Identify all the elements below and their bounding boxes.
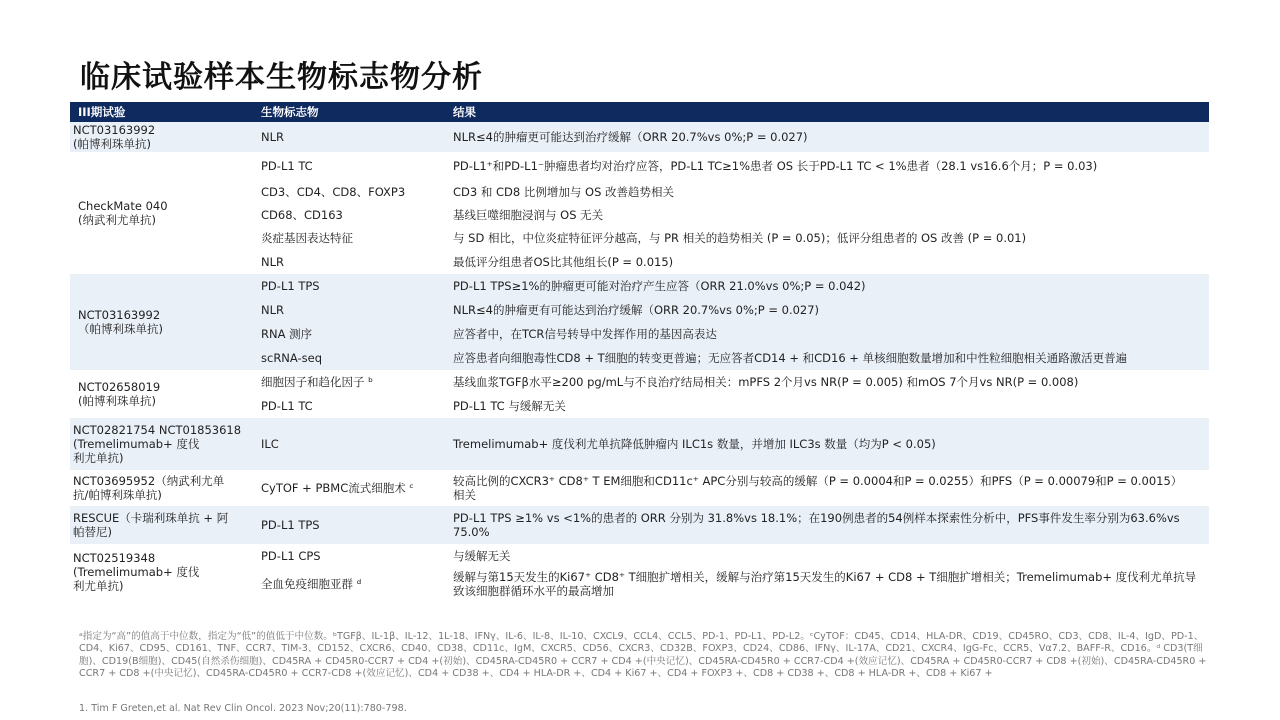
result-cell: 应答患者向细胞毒性CD8 + T细胞的转变更普遍；无应答者CD14 + 和CD16 + 单核细胞数量增加和中性粒细胞相关通路激活更普遍 [445, 346, 1209, 370]
result-cell: PD-L1⁺和PD-L1⁻肿瘤患者均对治疗应答，PD-L1 TC≥1%患者 OS 长于PD-L1 TC < 1%患者（28.1 vs16.6个月；P = 0.03) [445, 152, 1209, 180]
result-cell: 较高比例的CXCR3⁺ CD8⁺ T EM细胞和CD11c⁺ APC分别与较高的缓解（P = 0.0004和P = 0.0255）和PFS（P = 0.00079和P = 0.0015） 相关 [445, 470, 1209, 506]
result-cell: 应答者中，在TCR信号转导中发挥作用的基因高表达 [445, 322, 1209, 346]
header-biomarker: 生物标志物 [253, 102, 445, 122]
result-cell: 缓解与第15天发生的Ki67⁺ CD8⁺ T细胞扩增相关，缓解与治疗第15天发生的Ki67 + CD8 + T细胞扩增相关；Tremelimumab+ 度伐利尤单抗导 致该细胞群循环水平的最高增加 [445, 568, 1209, 600]
result-cell: 与 SD 相比，中位炎症特征评分越高，与 PR 相关的趋势相关 (P = 0.05)；低评分组患者的 OS 改善 (P = 0.01) [445, 226, 1209, 250]
result-cell: PD-L1 TPS ≥1% vs <1%的患者的 ORR 分别为 31.8%vs 18.1%；在190例患者的54例样本探索性分析中，PFS事件发生率分别为63.6%vs 75.0% [445, 506, 1209, 544]
biomarker-cell: CD68、CD163 [253, 203, 445, 226]
biomarker-cell: CyTOF + PBMC流式细胞术 ᶜ [253, 470, 445, 506]
biomarker-cell: PD-L1 TPS [253, 274, 445, 298]
table-header-row [70, 102, 1209, 122]
biomarker-cell: RNA 测序 [253, 322, 445, 346]
result-cell: 基线血浆TGFβ水平≥200 pg/mL与不良治疗结局相关：mPFS 2个月vs NR(P = 0.005) 和mOS 7个月vs NR(P = 0.008) [445, 370, 1209, 394]
biomarker-cell: 细胞因子和趋化因子 ᵇ [253, 370, 445, 394]
header-trial: III期试验 [70, 102, 253, 122]
trial-cell: CheckMate 040 (纳武利尤单抗) [70, 152, 253, 274]
trial-cell: NCT03163992 (帕博利珠单抗) [70, 122, 253, 152]
result-cell: PD-L1 TC 与缓解无关 [445, 394, 1209, 418]
table-row [70, 418, 1209, 470]
biomarker-cell: NLR [253, 250, 445, 274]
result-cell: CD3 和 CD8 比例增加与 OS 改善趋势相关 [445, 180, 1209, 203]
result-cell: 基线巨噬细胞浸润与 OS 无关 [445, 203, 1209, 226]
biomarker-cell: PD-L1 TC [253, 394, 445, 418]
biomarker-cell: 炎症基因表达特征 [253, 226, 445, 250]
trial-cell: NCT02658019 (帕博利珠单抗) [70, 370, 253, 418]
table-row [70, 274, 1209, 298]
result-cell: Tremelimumab+ 度伐利尤单抗降低肿瘤内 ILC1s 数量，并增加 ILC3s 数量（均为P < 0.05) [445, 418, 1209, 470]
result-cell: 最低评分组患者OS比其他组长(P = 0.015) [445, 250, 1209, 274]
biomarker-cell: NLR [253, 298, 445, 322]
page-title: 临床试验样本生物标志物分析 [80, 60, 483, 95]
table-row [70, 152, 1209, 180]
trial-cell: RESCUE（卡瑞利珠单抗 + 阿 帕替尼) [70, 506, 253, 544]
trial-cell: NCT03163992 （帕博利珠单抗) [70, 274, 253, 370]
trial-cell: NCT03695952（纳武利尤单 抗/帕博利珠单抗) [70, 470, 253, 506]
biomarker-cell: NLR [253, 122, 445, 152]
biomarker-cell: ILC [253, 418, 445, 470]
header-result: 结果 [445, 102, 1209, 122]
trial-cell: NCT02821754 NCT01853618 (Tremelimumab+ 度伐 利尤单抗) [70, 418, 253, 470]
result-cell: PD-L1 TPS≥1%的肿瘤更可能对治疗产生应答（ORR 21.0%vs 0%;P = 0.042) [445, 274, 1209, 298]
result-cell: 与缓解无关 [445, 544, 1209, 568]
table-row [70, 470, 1209, 506]
table-row [70, 122, 1209, 152]
biomarker-cell: 全血免疫细胞亚群 ᵈ [253, 568, 445, 600]
trial-cell: NCT02519348 (Tremelimumab+ 度伐 利尤单抗) [70, 544, 253, 600]
biomarker-cell: CD3、CD4、CD8、FOXP3 [253, 180, 445, 203]
biomarker-table [70, 102, 1209, 600]
biomarker-cell: PD-L1 CPS [253, 544, 445, 568]
result-cell: NLR≤4的肿瘤更可能达到治疗缓解（ORR 20.7%vs 0%;P = 0.027) [445, 122, 1209, 152]
result-cell: NLR≤4的肿瘤更有可能达到治疗缓解（ORR 20.7%vs 0%;P = 0.027) [445, 298, 1209, 322]
reference: 1. Tim F Greten,et al. Nat Rev Clin Oncol. 2023 Nov;20(11):780-798. [79, 703, 407, 714]
biomarker-cell: scRNA-seq [253, 346, 445, 370]
table-row [70, 544, 1209, 568]
footnote: ᵃ指定为“高”的值高于中位数，指定为“低”的值低于中位数。ᵇTGFβ、IL-1β、IL-12、1L-18、IFNγ、IL-6、IL-8、IL-10、CXCL9、CCL4、CCL5、PD-1、PD-L1、PD-L2。ᶜCyTOF：CD45、CD14、HLA-DR、CD19、CD45RO、CD3、CD8、IL-4、IgD、PD-1、CD4、Ki67、CD95、CD161、TNF、CCR7、TIM-3、CD152、CXCR6、CD40、CD38、CD11c、IgM、CXCR5、CD56、CXCR3、CD32B、FOXP3、CD24、CD86、IFNγ、IL-17A、CD21、CXCR4、IgG-Fc、CCR5、Vα7.2、BAFF-R、CD16。ᵈ CD3(T细胞)、CD19(B细胞)、CD45(自然杀伤细胞)、CD45RA + CD45R0-CCR7 + CD4 +(初始)、CD45RA-CD45R0 + CCR7 + CD4 +(中央记忆)、CD45RA-CD45R0 + CCR7-CD4 +(效应记忆)、CD45RA + CD45R0-CCR7 + CD8 +(初始)、CD45RA-CD45R0 + CCR7 + CD8 +(中央记忆)、CD45RA-CD45R0 + CCR7-CD8 +(效应记忆)、CD4 + CD38 +、CD4 + HLA-DR +、CD4 + Ki67 +、CD4 + FOXP3 +、CD8 + CD38 +、CD8 + HLA-DR +、CD8 + Ki67 + [79, 631, 1207, 679]
table-row [70, 506, 1209, 544]
table-body [70, 122, 1209, 600]
table-row [70, 370, 1209, 394]
biomarker-cell: PD-L1 TPS [253, 506, 445, 544]
biomarker-cell: PD-L1 TC [253, 152, 445, 180]
